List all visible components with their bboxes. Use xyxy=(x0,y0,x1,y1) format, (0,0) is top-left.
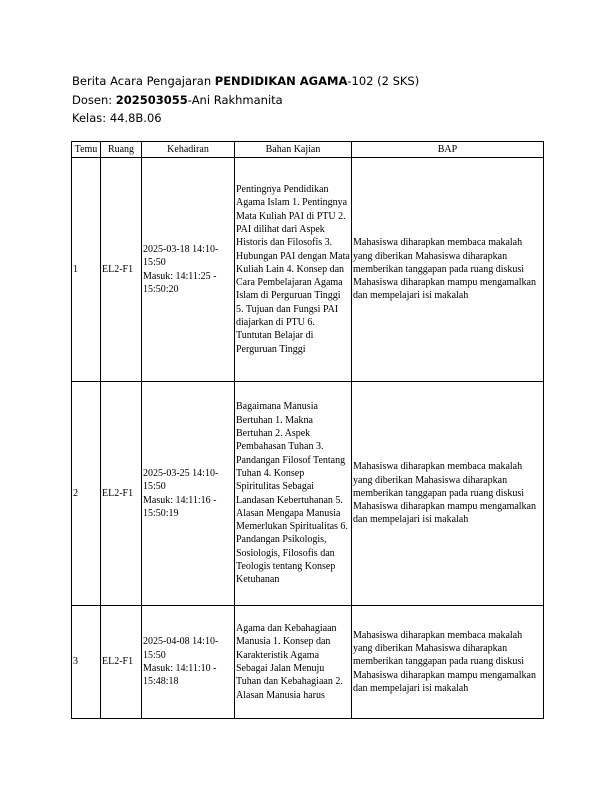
cell-temu: 3 xyxy=(72,606,101,719)
course-name: PENDIDIKAN AGAMA xyxy=(214,74,348,88)
cell-bap: Mahasiswa diharapkan membaca makalah yang diberikan Mahasiswa diharapkan memberikan tanggapan pada ruang diskusi Mahasiswa diharapkan mampu mengamalkan dan mempelajari isi makalah xyxy=(352,382,544,606)
cell-temu: 1 xyxy=(72,158,101,382)
cell-temu: 2 xyxy=(72,382,101,606)
cell-ruang: EL2-F1 xyxy=(101,606,142,719)
cell-bap: Mahasiswa diharapkan membaca makalah yang diberikan Mahasiswa diharapkan memberikan tanggapan pada ruang diskusi Mahasiswa diharapkan mampu mengamalkan dan mempelajari isi makalah xyxy=(352,158,544,382)
report-title xyxy=(72,72,419,91)
col-header-bap: BAP xyxy=(352,142,544,158)
lecturer-id: 202503055 xyxy=(115,92,188,107)
attendance-table xyxy=(71,141,544,719)
course-code: -102 (2 SKS) xyxy=(347,74,420,88)
class-label: Kelas: xyxy=(72,111,110,125)
table-header-row xyxy=(72,142,544,158)
lecturer-name: -Ani Rakhmanita xyxy=(187,92,283,107)
checkin-time: Masuk: 14:11:10 - 15:48:18 xyxy=(143,663,217,688)
cell-ruang: EL2-F1 xyxy=(101,382,142,606)
cell-bap: Mahasiswa diharapkan membaca makalah yang diberikan Mahasiswa diharapkan memberikan tanggapan pada ruang diskusi Mahasiswa diharapkan mampu mengamalkan dan mempelajari isi makalah xyxy=(352,606,544,719)
checkin-time: Masuk: 14:11:16 - 15:50:19 xyxy=(143,494,217,519)
title-prefix: Berita Acara Pengajaran xyxy=(72,74,215,88)
cell-kehadiran xyxy=(142,158,235,382)
cell-ruang: EL2-F1 xyxy=(101,158,142,382)
table-row xyxy=(72,382,544,606)
schedule-time: 2025-03-18 14:10-15:50 xyxy=(143,243,219,269)
cell-bahan-kajian: Bagaimana Manusia Bertuhan 1. Makna Bertuhan 2. Aspek Pembahasan Tuhan 3. Pandangan Filosof Tentang Tuhan 4. Konsep Spiritulitas Sebagai Landasan Kebertuhanan 5. Alasan Mengapa Manusia Memerlukan Spiritualitas 6. Pandangan Psikologis, Sosiologis, Filosofis dan Teologis tentang Konsep Ketuhanan xyxy=(235,382,352,606)
col-header-ruang: Ruang xyxy=(101,142,142,158)
checkin-time: Masuk: 14:11:25 - 15:50:20 xyxy=(143,270,217,295)
col-header-temu: Temu xyxy=(72,142,101,158)
cell-bahan-kajian: Pentingnya Pendidikan Agama Islam 1. Pentingnya Mata Kuliah PAI di PTU 2. PAI dilihat dari Aspek Historis dan Filosofis 3. Hubungan PAI dengan Mata Kuliah Lain 4. Konsep dan Cara Pembelajaran Agama Islam di Perguruan Tinggi 5. Tujuan dan Fungsi PAI diajarkan di PTU 6. Tuntutan Belajar di Perguruan Tinggi xyxy=(235,158,352,382)
schedule-time: 2025-03-25 14:10-15:50 xyxy=(143,467,219,493)
lecturer-line xyxy=(72,91,419,110)
cell-bahan-kajian: Agama dan Kebahagiaan Manusia 1. Konsep dan Karakteristik Agama Sebagai Jalan Menuju Tuhan dan Kebahagiaan 2. Alasan Manusia harus xyxy=(235,606,352,719)
class-value: 44.8B.06 xyxy=(109,111,162,125)
col-header-bahan-kajian: Bahan Kajian xyxy=(235,142,352,158)
class-line xyxy=(72,109,419,128)
cell-kehadiran xyxy=(142,606,235,719)
table-row xyxy=(72,606,544,719)
schedule-time: 2025-04-08 14:10-15:50 xyxy=(143,636,219,661)
col-header-kehadiran: Kehadiran xyxy=(142,142,235,158)
table-row xyxy=(72,158,544,382)
report-header xyxy=(72,72,419,128)
cell-kehadiran xyxy=(142,382,235,606)
lecturer-label: Dosen: xyxy=(72,92,116,107)
